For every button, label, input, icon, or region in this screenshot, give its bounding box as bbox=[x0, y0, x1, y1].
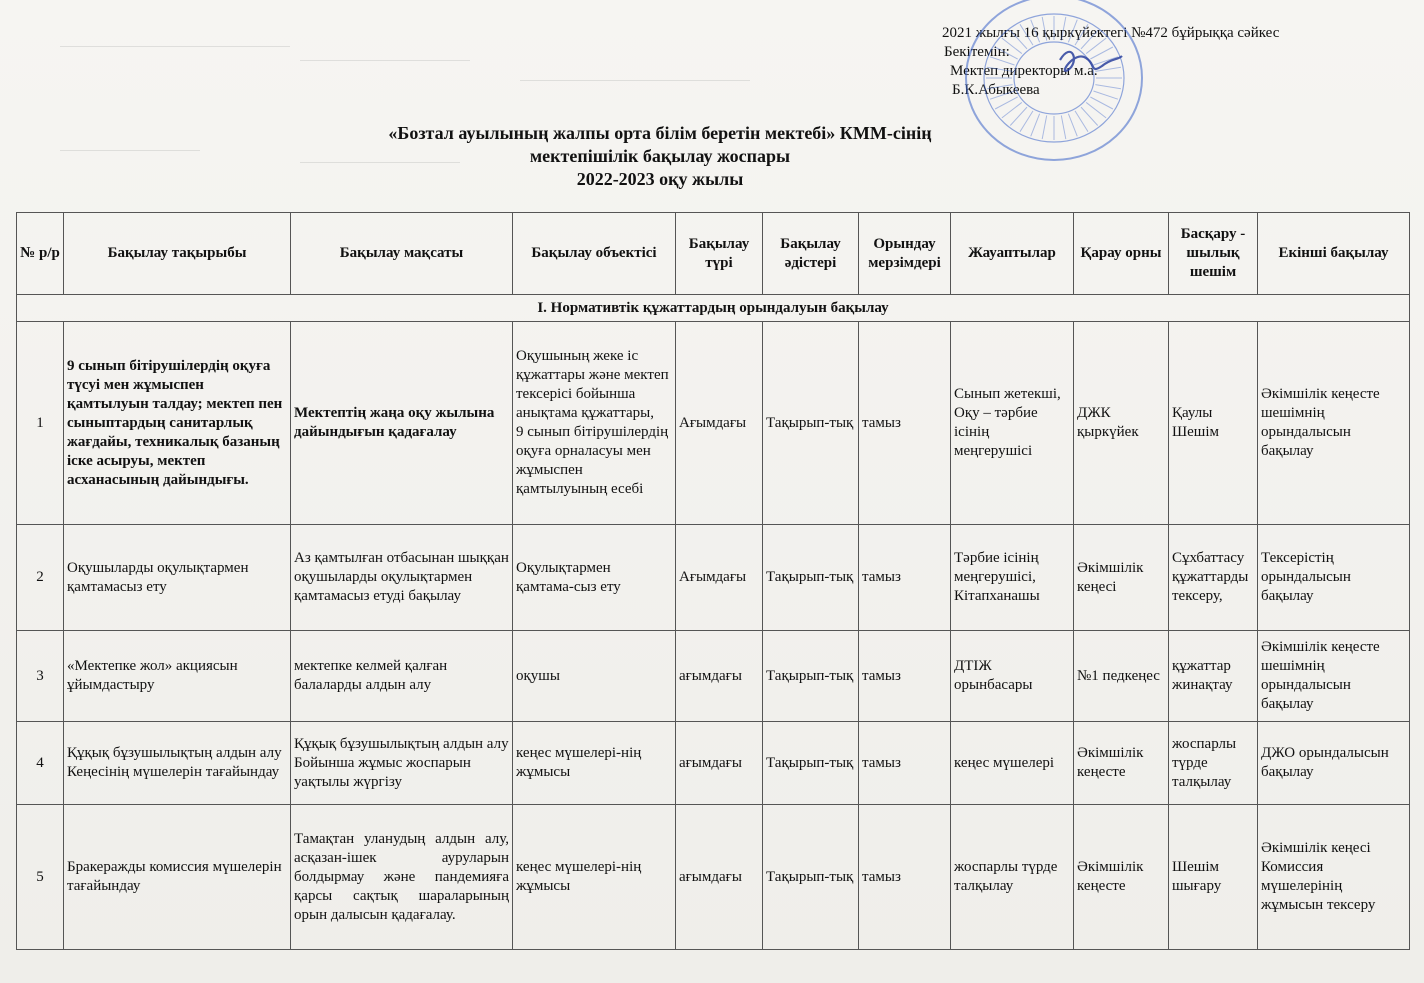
row-responsible: кеңес мүшелері bbox=[951, 722, 1074, 805]
bleed-mark bbox=[60, 46, 290, 47]
row-topic: 9 сынып бітірушілердің оқуға түсуі мен жұмыспен қамтылуын талдау; мектеп пен сыныптардың санитарлық жағдайы, техникалық базаның іске асыруы, мектеп асханасының дайындығы. bbox=[64, 322, 291, 525]
row-number: 3 bbox=[17, 631, 64, 722]
row-responsible: ДТІЖ орынбасары bbox=[951, 631, 1074, 722]
document-title bbox=[250, 122, 1070, 191]
header-responsible: Жауаптылар bbox=[951, 213, 1074, 295]
table-row bbox=[17, 631, 1410, 722]
row-place: №1 педкеңес bbox=[1074, 631, 1169, 722]
header-type: Бақылау түрі bbox=[676, 213, 763, 295]
title-line-2: мектепішілік бақылау жоспары bbox=[529, 146, 791, 166]
row-place: ДЖК қыркүйек bbox=[1074, 322, 1169, 525]
title-line-3: 2022-2023 оқу жылы bbox=[576, 169, 744, 189]
row-number: 5 bbox=[17, 805, 64, 950]
section-row bbox=[17, 295, 1410, 322]
header-topic: Бақылау тақырыбы bbox=[64, 213, 291, 295]
row-object: кеңес мүшелері-нің жұмысы bbox=[513, 722, 676, 805]
row-method: Тақырып-тық bbox=[763, 525, 859, 631]
row-type: Ағымдағы bbox=[676, 525, 763, 631]
table-header-row bbox=[17, 213, 1410, 295]
row-goal: мектепке келмей қалған балаларды алдын алу bbox=[291, 631, 513, 722]
header-number: № р/р bbox=[17, 213, 64, 295]
stamp-ray bbox=[1075, 111, 1088, 132]
control-plan-table bbox=[16, 212, 1410, 950]
row-decision: Қаулы Шешім bbox=[1169, 322, 1258, 525]
header-second-control: Екінші бақылау bbox=[1258, 213, 1410, 295]
row-place: Әкімшілік кеңесте bbox=[1074, 722, 1169, 805]
row-deadline: тамыз bbox=[859, 805, 951, 950]
approval-order-line: 2021 жылғы 16 қыркүйектегі №472 бұйрыққа сәйкес bbox=[942, 25, 1280, 41]
table-row bbox=[17, 525, 1410, 631]
bleed-mark bbox=[60, 150, 200, 151]
row-decision: Шешім шығару bbox=[1169, 805, 1258, 950]
bleed-mark bbox=[520, 80, 750, 81]
row-method: Тақырып-тық bbox=[763, 722, 859, 805]
bleed-mark bbox=[300, 60, 470, 61]
row-number: 4 bbox=[17, 722, 64, 805]
row-second-control: Әкімшілік кеңесі Комиссия мүшелерінің жұмысын тексеру bbox=[1258, 805, 1410, 950]
row-type: ағымдағы bbox=[676, 805, 763, 950]
row-second-control: Әкімшілік кеңесте шешімнің орындалысын бақылау bbox=[1258, 631, 1410, 722]
row-second-control: Әкімшілік кеңесте шешімнің орындалысын бақылау bbox=[1258, 322, 1410, 525]
row-topic: Оқушыларды оқулықтармен қамтамасыз ету bbox=[64, 525, 291, 631]
row-place: Әкімшілік кеңесі bbox=[1074, 525, 1169, 631]
row-deadline: тамыз bbox=[859, 525, 951, 631]
row-object: Оқулықтармен қамтама-сыз ету bbox=[513, 525, 676, 631]
row-method: Тақырып-тық bbox=[763, 805, 859, 950]
stamp-ray bbox=[1086, 102, 1106, 117]
row-object: оқушы bbox=[513, 631, 676, 722]
header-deadline: Орындау мерзімдері bbox=[859, 213, 951, 295]
header-goal: Бақылау мақсаты bbox=[291, 213, 513, 295]
row-goal: Мектептің жаңа оқу жылына дайындығын қадағалау bbox=[291, 322, 513, 525]
row-decision: жоспарлы түрде талқылау bbox=[1169, 722, 1258, 805]
row-second-control: ДЖО орындалысын бақылау bbox=[1258, 722, 1410, 805]
table-row bbox=[17, 322, 1410, 525]
row-number: 2 bbox=[17, 525, 64, 631]
row-deadline: тамыз bbox=[859, 722, 951, 805]
header-object: Бақылау объектісі bbox=[513, 213, 676, 295]
table-row bbox=[17, 805, 1410, 950]
row-second-control: Тексерістің орындалысын бақылау bbox=[1258, 525, 1410, 631]
approval-block bbox=[942, 24, 1402, 100]
approval-director-title: Мектеп директоры м.а. bbox=[950, 63, 1098, 79]
row-number: 1 bbox=[17, 322, 64, 525]
row-object: кеңес мүшелері-нің жұмысы bbox=[513, 805, 676, 950]
header-decision: Басқару - шылық шешім bbox=[1169, 213, 1258, 295]
row-goal: Құқық бұзушылықтың алдын алу Бойынша жұмыс жоспарын уақтылы жүргізу bbox=[291, 722, 513, 805]
row-responsible: Тәрбие ісінің меңгерушісі, Кітапханашы bbox=[951, 525, 1074, 631]
table-row bbox=[17, 722, 1410, 805]
row-responsible: Сынып жетекші, Оқу – тәрбие ісінің меңгерушісі bbox=[951, 322, 1074, 525]
header-method: Бақылау әдістері bbox=[763, 213, 859, 295]
row-deadline: тамыз bbox=[859, 322, 951, 525]
row-method: Тақырып-тық bbox=[763, 322, 859, 525]
section-title: I. Нормативтік құжаттардың орындалуын бақылау bbox=[17, 295, 1410, 322]
approval-director-name: Б.К.Абыкеева bbox=[952, 82, 1040, 98]
row-method: Тақырып-тық bbox=[763, 631, 859, 722]
row-topic: «Мектепке жол» акциясын ұйымдастыру bbox=[64, 631, 291, 722]
row-decision: Сұхбаттасу құжаттарды тексеру, bbox=[1169, 525, 1258, 631]
title-line-1: «Бозтал ауылының жалпы орта білім беретін мектебі» КММ-сінің bbox=[388, 123, 932, 143]
row-type: Ағымдағы bbox=[676, 322, 763, 525]
row-responsible: жоспарлы түрде талқылау bbox=[951, 805, 1074, 950]
row-deadline: тамыз bbox=[859, 631, 951, 722]
row-goal: Аз қамтылған отбасынан шыққан оқушыларды оқулықтармен қамтамасыз етуді бақылау bbox=[291, 525, 513, 631]
stamp-ray bbox=[1081, 107, 1098, 125]
row-object: Оқушының жеке іс құжаттары және мектеп тексерісі бойынша анықтама құжаттары, 9 сынып бітірушілердің оқуға орналасуы мен жұмыспен қамтылуының есебі bbox=[513, 322, 676, 525]
row-goal: Тамақтан уланудың алдын алу, асқазан-ішек ауруларын болдырмау және пандемияға қарсы сақтық шараларының орын далысын қадағалау. bbox=[291, 805, 513, 950]
stamp-ray bbox=[1002, 102, 1022, 117]
row-topic: Бракеражды комиссия мүшелерін тағайындау bbox=[64, 805, 291, 950]
row-type: ағымдағы bbox=[676, 631, 763, 722]
row-place: Әкімшілік кеңесте bbox=[1074, 805, 1169, 950]
header-place: Қарау орны bbox=[1074, 213, 1169, 295]
approval-approve-label: Бекітемін: bbox=[944, 44, 1010, 60]
row-topic: Құқық бұзушылықтың алдын алу Кеңесінің мүшелерін тағайындау bbox=[64, 722, 291, 805]
row-type: ағымдағы bbox=[676, 722, 763, 805]
row-decision: құжаттар жинақтау bbox=[1169, 631, 1258, 722]
